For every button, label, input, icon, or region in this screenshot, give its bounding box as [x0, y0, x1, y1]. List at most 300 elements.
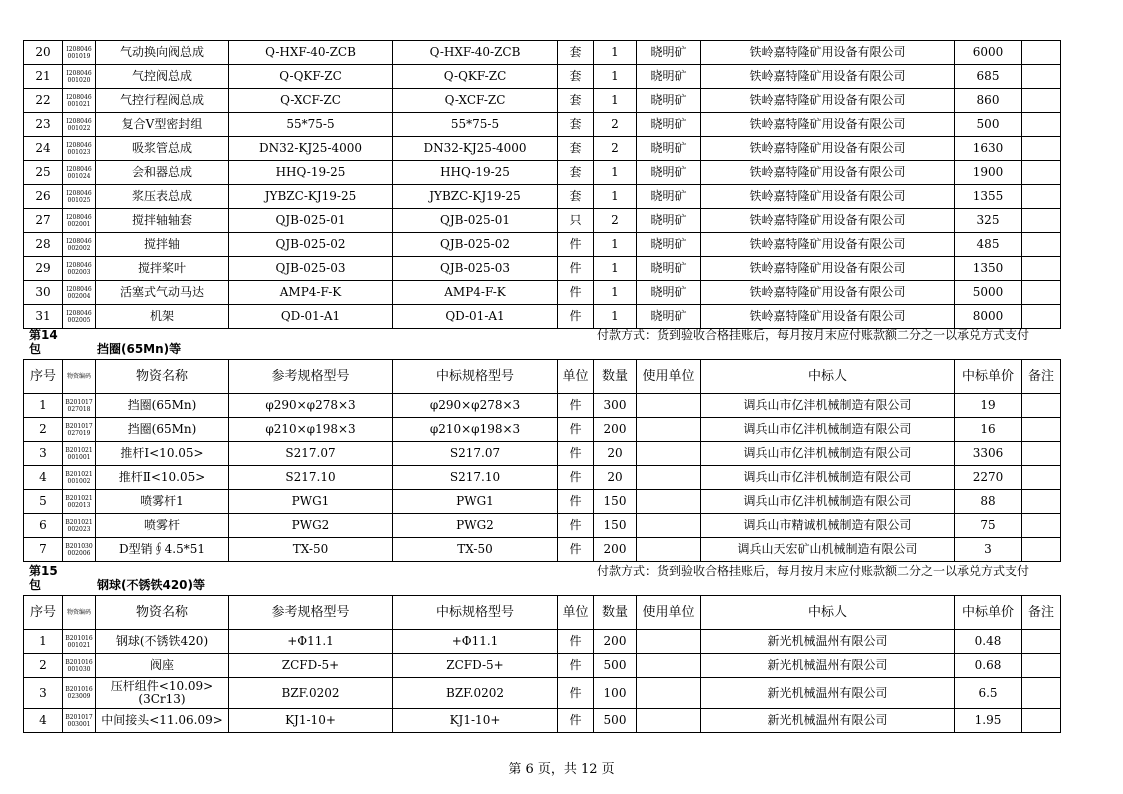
table-row	[24, 233, 1061, 257]
cell-ref-spec: Q-HXF-40-ZCB	[229, 41, 393, 65]
table-row	[24, 281, 1061, 305]
cell-price: 1900	[955, 161, 1022, 185]
cell-ref-spec: Q-QKF-ZC	[229, 65, 393, 89]
header-row	[24, 596, 1061, 630]
header-seq: 序号	[24, 360, 63, 394]
cell-qty: 1	[594, 65, 637, 89]
table-row	[24, 654, 1061, 678]
cell-bid-spec: Q-QKF-ZC	[393, 65, 558, 89]
cell-user-unit: 晓明矿	[637, 281, 701, 305]
cell-remark	[1022, 113, 1061, 137]
cell-price: 3306	[955, 442, 1022, 466]
cell-code: B201021 001002	[63, 466, 96, 490]
cell-user-unit	[637, 442, 701, 466]
cell-qty: 200	[594, 418, 637, 442]
cell-name: 挡圈(65Mn)	[96, 394, 229, 418]
cell-user-unit: 晓明矿	[637, 41, 701, 65]
cell-user-unit: 晓明矿	[637, 209, 701, 233]
cell-bid-spec: TX-50	[393, 538, 558, 562]
cell-name: 吸浆管总成	[96, 137, 229, 161]
header-ref-spec: 参考规格型号	[229, 596, 393, 630]
cell-user-unit: 晓明矿	[637, 185, 701, 209]
table-row	[24, 89, 1061, 113]
cell-name: 搅拌轴	[96, 233, 229, 257]
cell-price: 860	[955, 89, 1022, 113]
cell-unit: 套	[558, 113, 594, 137]
cell-bid-spec: S217.07	[393, 442, 558, 466]
cell-code: B201021 002013	[63, 490, 96, 514]
cell-ref-spec: PWG1	[229, 490, 393, 514]
cell-name: 浆压表总成	[96, 185, 229, 209]
cell-winner: 铁岭嘉特隆矿用设备有限公司	[701, 41, 955, 65]
cell-code: I208046 001022	[63, 113, 96, 137]
cell-bid-spec: QJB-025-01	[393, 209, 558, 233]
cell-remark	[1022, 394, 1061, 418]
cell-user-unit: 晓明矿	[637, 233, 701, 257]
table-row	[24, 442, 1061, 466]
cell-ref-spec: TX-50	[229, 538, 393, 562]
cell-price: 1355	[955, 185, 1022, 209]
cell-code: B201017 027018	[63, 394, 96, 418]
cell-remark	[1022, 514, 1061, 538]
header-user-unit: 使用单位	[637, 596, 701, 630]
header-name: 物资名称	[96, 360, 229, 394]
table-row	[24, 394, 1061, 418]
cell-winner: 铁岭嘉特隆矿用设备有限公司	[701, 209, 955, 233]
cell-unit: 件	[558, 490, 594, 514]
cell-ref-spec: PWG2	[229, 514, 393, 538]
cell-user-unit	[637, 490, 701, 514]
cell-ref-spec: +Φ11.1	[229, 630, 393, 654]
header-name: 物资名称	[96, 596, 229, 630]
cell-remark	[1022, 89, 1061, 113]
cell-seq: 23	[24, 113, 63, 137]
cell-remark	[1022, 257, 1061, 281]
cell-bid-spec: φ210×φ198×3	[393, 418, 558, 442]
table-row	[24, 305, 1061, 329]
table-row	[24, 514, 1061, 538]
cell-price: 2270	[955, 466, 1022, 490]
cell-code: I208046 001021	[63, 89, 96, 113]
cell-code: B201016 001030	[63, 654, 96, 678]
cell-name: 阀座	[96, 654, 229, 678]
cell-seq: 27	[24, 209, 63, 233]
cell-price: 16	[955, 418, 1022, 442]
cell-bid-spec: DN32-KJ25-4000	[393, 137, 558, 161]
cell-price: 0.68	[955, 654, 1022, 678]
cell-price: 0.48	[955, 630, 1022, 654]
header-ref-spec: 参考规格型号	[229, 360, 393, 394]
cell-user-unit	[637, 654, 701, 678]
cell-unit: 件	[558, 466, 594, 490]
cell-remark	[1022, 442, 1061, 466]
table-row	[24, 209, 1061, 233]
cell-remark	[1022, 654, 1061, 678]
cell-bid-spec: Q-XCF-ZC	[393, 89, 558, 113]
table-header	[24, 596, 1061, 630]
header-bid-spec: 中标规格型号	[393, 360, 558, 394]
cell-bid-spec: 55*75-5	[393, 113, 558, 137]
cell-ref-spec: S217.10	[229, 466, 393, 490]
cell-code: B201021 002023	[63, 514, 96, 538]
cell-qty: 1	[594, 233, 637, 257]
cell-price: 685	[955, 65, 1022, 89]
cell-code: B201030 002006	[63, 538, 96, 562]
cell-bid-spec: ZCFD-5+	[393, 654, 558, 678]
cell-bid-spec: QJB-025-02	[393, 233, 558, 257]
cell-user-unit	[637, 394, 701, 418]
cell-user-unit: 晓明矿	[637, 161, 701, 185]
cell-winner: 铁岭嘉特隆矿用设备有限公司	[701, 161, 955, 185]
cell-seq: 4	[24, 466, 63, 490]
cell-seq: 31	[24, 305, 63, 329]
cell-qty: 150	[594, 514, 637, 538]
cell-seq: 6	[24, 514, 63, 538]
header-unit: 单位	[558, 596, 594, 630]
cell-price: 19	[955, 394, 1022, 418]
cell-user-unit	[637, 514, 701, 538]
header-qty: 数量	[594, 596, 637, 630]
cell-name: 搅拌桨叶	[96, 257, 229, 281]
package-heading	[29, 564, 206, 592]
cell-winner: 新光机械温州有限公司	[701, 630, 955, 654]
cell-ref-spec: DN32-KJ25-4000	[229, 137, 393, 161]
cell-ref-spec: HHQ-19-25	[229, 161, 393, 185]
table-body	[24, 630, 1061, 733]
cell-remark	[1022, 233, 1061, 257]
cell-unit: 件	[558, 709, 594, 733]
cell-unit: 只	[558, 209, 594, 233]
header-remark: 备注	[1022, 596, 1061, 630]
cell-ref-spec: JYBZC-KJ19-25	[229, 185, 393, 209]
cell-qty: 1	[594, 41, 637, 65]
cell-user-unit: 晓明矿	[637, 137, 701, 161]
page-footer: 第 6 页，共 12 页	[508, 762, 615, 777]
cell-seq: 22	[24, 89, 63, 113]
cell-code: I208046 001024	[63, 161, 96, 185]
cell-qty: 500	[594, 709, 637, 733]
cell-user-unit: 晓明矿	[637, 89, 701, 113]
cell-user-unit: 晓明矿	[637, 305, 701, 329]
cell-ref-spec: φ210×φ198×3	[229, 418, 393, 442]
cell-code: I208046 001023	[63, 137, 96, 161]
cell-user-unit	[637, 709, 701, 733]
cell-price: 1.95	[955, 709, 1022, 733]
cell-qty: 1	[594, 161, 637, 185]
cell-qty: 150	[594, 490, 637, 514]
cell-qty: 1	[594, 185, 637, 209]
cell-user-unit	[637, 466, 701, 490]
payment-terms: 付款方式：货到验收合格挂账后，每月按月末应付账款额二分之一以承兑方式支付	[597, 328, 1030, 342]
cell-unit: 件	[558, 394, 594, 418]
cell-name: 推杆Ⅱ<10.05>	[96, 466, 229, 490]
cell-unit: 套	[558, 161, 594, 185]
cell-unit: 件	[558, 654, 594, 678]
header-qty: 数量	[594, 360, 637, 394]
cell-seq: 25	[24, 161, 63, 185]
cell-code: B201017 003001	[63, 709, 96, 733]
cell-remark	[1022, 490, 1061, 514]
cell-remark	[1022, 209, 1061, 233]
cell-remark	[1022, 161, 1061, 185]
cell-seq: 21	[24, 65, 63, 89]
cell-unit: 件	[558, 514, 594, 538]
cell-user-unit: 晓明矿	[637, 65, 701, 89]
cell-qty: 200	[594, 630, 637, 654]
cell-ref-spec: QJB-025-01	[229, 209, 393, 233]
cell-qty: 2	[594, 137, 637, 161]
cell-name: 压杆组件<10.09>(3Cr13)	[96, 678, 229, 709]
cell-unit: 件	[558, 257, 594, 281]
cell-code: I208046 002004	[63, 281, 96, 305]
cell-unit: 套	[558, 89, 594, 113]
cell-unit: 件	[558, 630, 594, 654]
cell-winner: 调兵山市亿沣机械制造有限公司	[701, 466, 955, 490]
cell-ref-spec: ZCFD-5+	[229, 654, 393, 678]
cell-ref-spec: QJB-025-02	[229, 233, 393, 257]
cell-winner: 铁岭嘉特隆矿用设备有限公司	[701, 137, 955, 161]
cell-winner: 铁岭嘉特隆矿用设备有限公司	[701, 65, 955, 89]
cell-winner: 调兵山天宏矿山机械制造有限公司	[701, 538, 955, 562]
cell-name: 钢球(不锈铁420)	[96, 630, 229, 654]
cell-seq: 4	[24, 709, 63, 733]
cell-seq: 5	[24, 490, 63, 514]
cell-seq: 30	[24, 281, 63, 305]
header-user-unit: 使用单位	[637, 360, 701, 394]
cell-remark	[1022, 65, 1061, 89]
cell-qty: 200	[594, 538, 637, 562]
cell-bid-spec: JYBZC-KJ19-25	[393, 185, 558, 209]
cell-name: 气控阀总成	[96, 65, 229, 89]
cell-unit: 件	[558, 305, 594, 329]
cell-winner: 调兵山市亿沣机械制造有限公司	[701, 394, 955, 418]
header-bid-spec: 中标规格型号	[393, 596, 558, 630]
cell-code: I208046 002002	[63, 233, 96, 257]
cell-winner: 铁岭嘉特隆矿用设备有限公司	[701, 305, 955, 329]
cell-remark	[1022, 137, 1061, 161]
cell-seq: 3	[24, 442, 63, 466]
cell-seq: 28	[24, 233, 63, 257]
cell-bid-spec: S217.10	[393, 466, 558, 490]
cell-ref-spec: 55*75-5	[229, 113, 393, 137]
cell-code: B201021 001001	[63, 442, 96, 466]
header-code: 物资编码	[63, 596, 96, 630]
cell-price: 325	[955, 209, 1022, 233]
cell-price: 485	[955, 233, 1022, 257]
cell-code: I208046 002001	[63, 209, 96, 233]
cell-name: 中间接头<11.06.09>	[96, 709, 229, 733]
cell-name: 推杆Ⅰ<10.05>	[96, 442, 229, 466]
header-remark: 备注	[1022, 360, 1061, 394]
cell-ref-spec: QD-01-A1	[229, 305, 393, 329]
cell-remark	[1022, 185, 1061, 209]
header-winner: 中标人	[701, 360, 955, 394]
table-body	[24, 394, 1061, 562]
table-row	[24, 678, 1061, 709]
cell-bid-spec: PWG1	[393, 490, 558, 514]
cell-seq: 3	[24, 678, 63, 709]
cell-name: 搅拌轴轴套	[96, 209, 229, 233]
cell-qty: 300	[594, 394, 637, 418]
cell-remark	[1022, 678, 1061, 709]
cell-qty: 2	[594, 209, 637, 233]
cell-unit: 套	[558, 137, 594, 161]
table-row	[24, 490, 1061, 514]
cell-price: 500	[955, 113, 1022, 137]
cell-user-unit	[637, 678, 701, 709]
cell-bid-spec: Q-HXF-40-ZCB	[393, 41, 558, 65]
cell-ref-spec: BZF.0202	[229, 678, 393, 709]
cell-price: 8000	[955, 305, 1022, 329]
cell-seq: 7	[24, 538, 63, 562]
cell-unit: 件	[558, 233, 594, 257]
payment-terms: 付款方式：货到验收合格挂账后，每月按月末应付账款额二分之一以承兑方式支付	[597, 564, 1030, 578]
cell-unit: 件	[558, 442, 594, 466]
cell-name: 气动换向阀总成	[96, 41, 229, 65]
table-row	[24, 630, 1061, 654]
table-row	[24, 257, 1061, 281]
cell-name: 气控行程阀总成	[96, 89, 229, 113]
cell-seq: 29	[24, 257, 63, 281]
cell-price: 6000	[955, 41, 1022, 65]
package-number: 第15	[29, 564, 58, 578]
cell-ref-spec: φ290×φ278×3	[229, 394, 393, 418]
cell-unit: 件	[558, 281, 594, 305]
cell-user-unit	[637, 418, 701, 442]
cell-bid-spec: AMP4-F-K	[393, 281, 558, 305]
cell-winner: 铁岭嘉特隆矿用设备有限公司	[701, 113, 955, 137]
cell-price: 1630	[955, 137, 1022, 161]
cell-remark	[1022, 418, 1061, 442]
cell-qty: 1	[594, 305, 637, 329]
cell-ref-spec: KJ1-10+	[229, 709, 393, 733]
cell-bid-spec: +Φ11.1	[393, 630, 558, 654]
cell-qty: 100	[594, 678, 637, 709]
cell-seq: 1	[24, 630, 63, 654]
cell-bid-spec: PWG2	[393, 514, 558, 538]
cell-qty: 1	[594, 257, 637, 281]
cell-remark	[1022, 709, 1061, 733]
table-row	[24, 113, 1061, 137]
cell-remark	[1022, 630, 1061, 654]
cell-code: B201016 001021	[63, 630, 96, 654]
cell-winner: 铁岭嘉特隆矿用设备有限公司	[701, 185, 955, 209]
cell-qty: 1	[594, 89, 637, 113]
header-price: 中标单价	[955, 596, 1022, 630]
cell-winner: 调兵山市亿沣机械制造有限公司	[701, 490, 955, 514]
cell-qty: 20	[594, 442, 637, 466]
cell-user-unit	[637, 538, 701, 562]
cell-name: 喷雾杆1	[96, 490, 229, 514]
cell-winner: 调兵山市亿沣机械制造有限公司	[701, 442, 955, 466]
cell-seq: 24	[24, 137, 63, 161]
cell-seq: 20	[24, 41, 63, 65]
cell-remark	[1022, 538, 1061, 562]
table-row	[24, 137, 1061, 161]
cell-name: 会和器总成	[96, 161, 229, 185]
cell-qty: 2	[594, 113, 637, 137]
cell-price: 75	[955, 514, 1022, 538]
cell-seq: 2	[24, 654, 63, 678]
cell-seq: 1	[24, 394, 63, 418]
cell-winner: 新光机械温州有限公司	[701, 678, 955, 709]
cell-winner: 铁岭嘉特隆矿用设备有限公司	[701, 257, 955, 281]
cell-bid-spec: QD-01-A1	[393, 305, 558, 329]
cell-name: 挡圈(65Mn)	[96, 418, 229, 442]
cell-name: 复合V型密封组	[96, 113, 229, 137]
cell-name: 喷雾杆	[96, 514, 229, 538]
cell-winner: 新光机械温州有限公司	[701, 709, 955, 733]
cell-code: B201017 027019	[63, 418, 96, 442]
table-row	[24, 418, 1061, 442]
cell-winner: 调兵山市亿沣机械制造有限公司	[701, 418, 955, 442]
cell-price: 1350	[955, 257, 1022, 281]
header-price: 中标单价	[955, 360, 1022, 394]
cell-remark	[1022, 305, 1061, 329]
table-row	[24, 538, 1061, 562]
cell-code: B201016 023009	[63, 678, 96, 709]
table-row	[24, 709, 1061, 733]
cell-name: D型销∮4.5*51	[96, 538, 229, 562]
cell-code: I208046 001019	[63, 41, 96, 65]
cell-seq: 2	[24, 418, 63, 442]
cell-unit: 件	[558, 418, 594, 442]
cell-code: I208046 002005	[63, 305, 96, 329]
cell-winner: 调兵山市精诚机械制造有限公司	[701, 514, 955, 538]
cell-bid-spec: φ290×φ278×3	[393, 394, 558, 418]
cell-winner: 铁岭嘉特隆矿用设备有限公司	[701, 233, 955, 257]
cell-seq: 26	[24, 185, 63, 209]
cell-qty: 500	[594, 654, 637, 678]
header-code: 物资编码	[63, 360, 96, 394]
package-number: 第14	[29, 328, 58, 342]
package-name: 挡圈(65Mn)等	[97, 342, 182, 356]
package-13-table	[23, 40, 1061, 329]
package-heading	[29, 328, 182, 356]
cell-unit: 套	[558, 185, 594, 209]
table-row	[24, 466, 1061, 490]
header-seq: 序号	[24, 596, 63, 630]
cell-winner: 铁岭嘉特隆矿用设备有限公司	[701, 89, 955, 113]
cell-code: I208046 001025	[63, 185, 96, 209]
table-row	[24, 65, 1061, 89]
cell-qty: 20	[594, 466, 637, 490]
table-row	[24, 41, 1061, 65]
cell-bid-spec: BZF.0202	[393, 678, 558, 709]
table-row	[24, 185, 1061, 209]
cell-price: 5000	[955, 281, 1022, 305]
package-14-table	[23, 359, 1061, 562]
cell-user-unit	[637, 630, 701, 654]
table-row	[24, 161, 1061, 185]
cell-unit: 套	[558, 41, 594, 65]
cell-name: 活塞式气动马达	[96, 281, 229, 305]
table-header	[24, 360, 1061, 394]
package-15-table	[23, 595, 1061, 733]
cell-ref-spec: Q-XCF-ZC	[229, 89, 393, 113]
cell-unit: 件	[558, 538, 594, 562]
cell-name: 机架	[96, 305, 229, 329]
cell-qty: 1	[594, 281, 637, 305]
cell-code: I208046 002003	[63, 257, 96, 281]
cell-price: 88	[955, 490, 1022, 514]
header-winner: 中标人	[701, 596, 955, 630]
cell-ref-spec: AMP4-F-K	[229, 281, 393, 305]
package-unit: 包	[29, 342, 42, 356]
cell-remark	[1022, 281, 1061, 305]
cell-price: 3	[955, 538, 1022, 562]
cell-code: I208046 001020	[63, 65, 96, 89]
